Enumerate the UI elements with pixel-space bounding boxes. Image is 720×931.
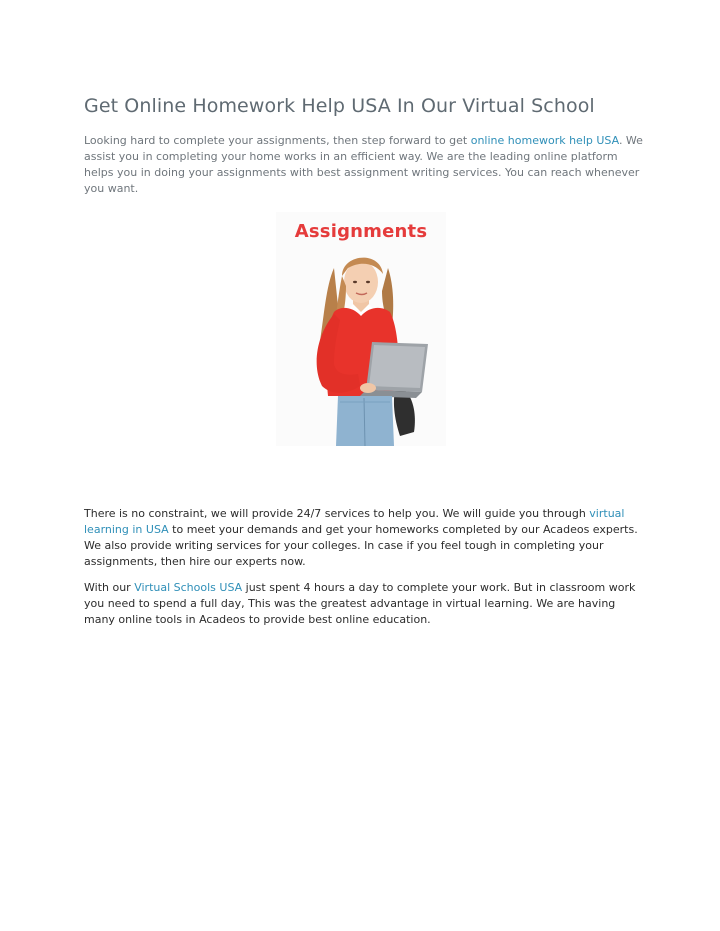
page-title: Get Online Homework Help USA In Our Virtual School <box>84 95 595 117</box>
services-text-after: to meet your demands and get your homeworks completed by our Acadeos experts. We also provide writing services for your colleges. In case if you feel tough in completing your assignments, then hire our experts now. <box>84 523 638 568</box>
virtual-schools-paragraph <box>84 580 649 628</box>
services-paragraph <box>84 506 649 570</box>
intro-text-before: Looking hard to complete your assignments, then step forward to get <box>84 134 471 147</box>
services-text-before: There is no constraint, we will provide 24/7 services to help you. We will guide you through <box>84 507 590 520</box>
online-homework-help-link[interactable]: online homework help USA <box>470 134 619 147</box>
assignments-image <box>276 212 446 446</box>
virtual-schools-link[interactable]: Virtual Schools USA <box>134 581 243 594</box>
virtual-schools-text-after: just spent 4 hours a day to complete your work. But in classroom work you need to spend a full day, This was the greatest advantage in virtual learning. We are having many online tools in Acadeos to provide best online education. <box>84 581 636 626</box>
virtual-learning-link[interactable]: virtual learning in USA <box>84 507 625 536</box>
student-with-laptop-illustration <box>276 246 446 446</box>
intro-text-after: . We assist you in completing your home works in an efficient way. We are the leading online platform helps you in doing your assignments with best assignment writing services. You can reach whenever you want. <box>84 134 643 195</box>
virtual-schools-text-before: With our <box>84 581 135 594</box>
intro-paragraph <box>84 133 649 197</box>
image-caption: Assignments <box>294 221 428 242</box>
